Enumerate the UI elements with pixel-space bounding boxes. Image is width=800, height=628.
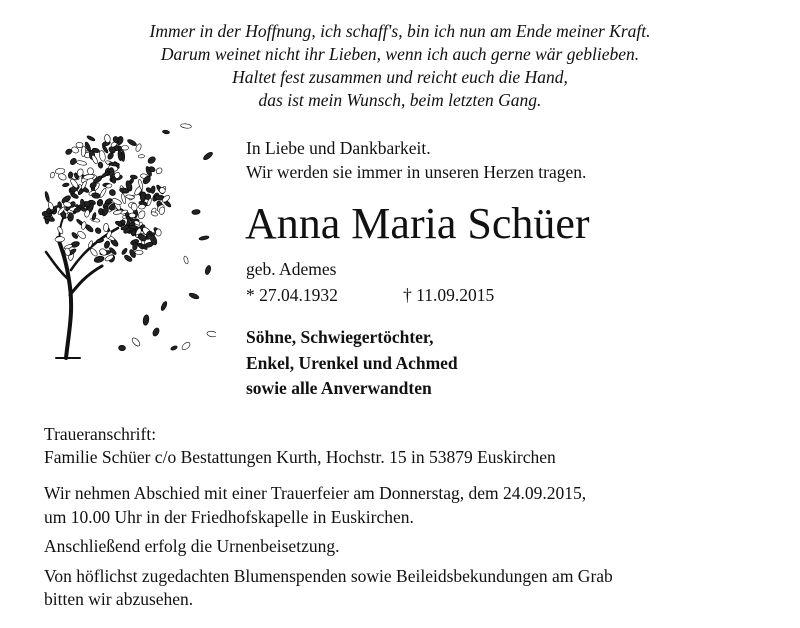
leaf-icon — [135, 250, 143, 254]
leaf-icon — [199, 235, 210, 241]
leaf-icon — [98, 247, 108, 256]
address-label: Traueranschrift: — [44, 424, 157, 444]
intro-text — [246, 136, 586, 184]
ceremony-line: Wir nehmen Abschied mit einer Trauerfeier am Donnerstag, dem 24.09.2015, — [44, 483, 587, 503]
leaf-icon — [127, 138, 138, 147]
leaf-icon — [55, 168, 65, 175]
leaf-icon — [162, 130, 170, 135]
leaf-icon — [183, 256, 189, 265]
death-date: † 11.09.2015 — [403, 285, 495, 305]
leaf-icon — [81, 146, 86, 157]
poem-line: Haltet fest zusammen und reicht euch die Hand, — [232, 67, 568, 87]
leaf-icon — [204, 265, 211, 275]
leaf-icon — [142, 314, 149, 325]
leaf-icon — [155, 229, 161, 237]
leaf-icon — [108, 188, 116, 196]
mourners-line: sowie alle Anverwandten — [246, 378, 432, 398]
leaf-icon — [96, 199, 103, 207]
leaf-icon — [160, 301, 168, 312]
windswept-tree-icon — [36, 120, 216, 370]
flowers-line: Von höflichst zugedachten Blumenspenden sowie Beileidsbekundungen am Grab — [44, 565, 613, 586]
intro-line: In Liebe und Dankbarkeit. — [246, 138, 431, 158]
deceased-name: Anna Maria Schüer — [245, 199, 590, 248]
leaf-icon — [181, 341, 192, 351]
leaf-icon — [57, 201, 62, 208]
leaf-icon — [150, 186, 155, 194]
mourners-line: Söhne, Schwiegertöchter, — [246, 327, 434, 347]
leaf-icon — [91, 192, 100, 199]
poem-line: das ist mein Wunsch, beim letzten Gang. — [258, 90, 542, 110]
leaf-icon — [152, 327, 161, 337]
birth-date: * 27.04.1932 — [246, 285, 338, 305]
leaf-icon — [118, 345, 126, 351]
leaf-icon — [121, 145, 128, 150]
leaf-icon — [147, 155, 157, 164]
leaf-icon — [98, 162, 104, 169]
leaf-icon — [131, 337, 141, 348]
mourners-line: Enkel, Urenkel und Achmed — [246, 352, 458, 373]
leaf-icon — [76, 230, 87, 240]
leaf-icon — [101, 205, 110, 216]
leaf-icon — [87, 167, 94, 175]
leaf-icon — [202, 151, 213, 161]
leaf-icon — [67, 212, 74, 221]
leaf-icon — [151, 211, 159, 217]
ceremony-line: um 10.00 Uhr in der Friedhofskapelle in Euskirchen. — [44, 506, 414, 527]
mourning-address — [44, 423, 556, 469]
poem — [0, 20, 800, 112]
leaf-icon — [138, 155, 145, 159]
address-value: Familie Schüer c/o Bestattungen Kurth, Hochstr. 15 in 53879 Euskirchen — [44, 447, 556, 467]
leaf-icon — [188, 292, 199, 300]
leaf-icon — [44, 216, 53, 220]
leaf-icon — [68, 172, 73, 179]
leaf-icon — [138, 204, 145, 209]
life-dates — [246, 284, 495, 306]
poem-line: Darum weinet nicht ihr Lieben, wenn ich auch gerne wär geblieben. — [160, 44, 640, 64]
maiden-name: geb. Ademes — [246, 259, 337, 279]
leaf-icon — [93, 255, 104, 263]
leaf-icon — [57, 226, 64, 235]
leaf-icon — [180, 123, 191, 129]
leaf-icon — [96, 238, 104, 243]
leaf-icon — [192, 209, 201, 215]
burial-line: Anschließend erfolg die Urnenbeisetzung. — [44, 536, 340, 556]
leaf-icon — [86, 135, 95, 142]
leaf-icon — [137, 210, 146, 220]
leaf-icon — [49, 172, 55, 179]
leaf-icon — [89, 247, 98, 257]
funeral-notice — [44, 482, 613, 612]
leaf-icon — [44, 191, 50, 202]
mourners — [246, 325, 458, 402]
leaf-icon — [155, 167, 163, 175]
leaf-icon — [76, 160, 87, 166]
intro-line: Wir werden sie immer in unseren Herzen tragen. — [246, 162, 587, 182]
poem-line: Immer in der Hoffnung, ich schaff's, bin ich nun am Ende meiner Kraft. — [149, 21, 651, 41]
flowers-line: bitten wir abzusehen. — [44, 589, 194, 609]
leaf-icon — [121, 247, 128, 255]
leaf-icon — [94, 227, 102, 235]
leaf-icon — [170, 345, 178, 351]
leaf-icon — [103, 223, 108, 232]
leaf-icon — [207, 331, 216, 338]
leaf-icon — [131, 203, 138, 211]
leaf-icon — [62, 183, 69, 188]
leaf-icon — [55, 236, 65, 242]
